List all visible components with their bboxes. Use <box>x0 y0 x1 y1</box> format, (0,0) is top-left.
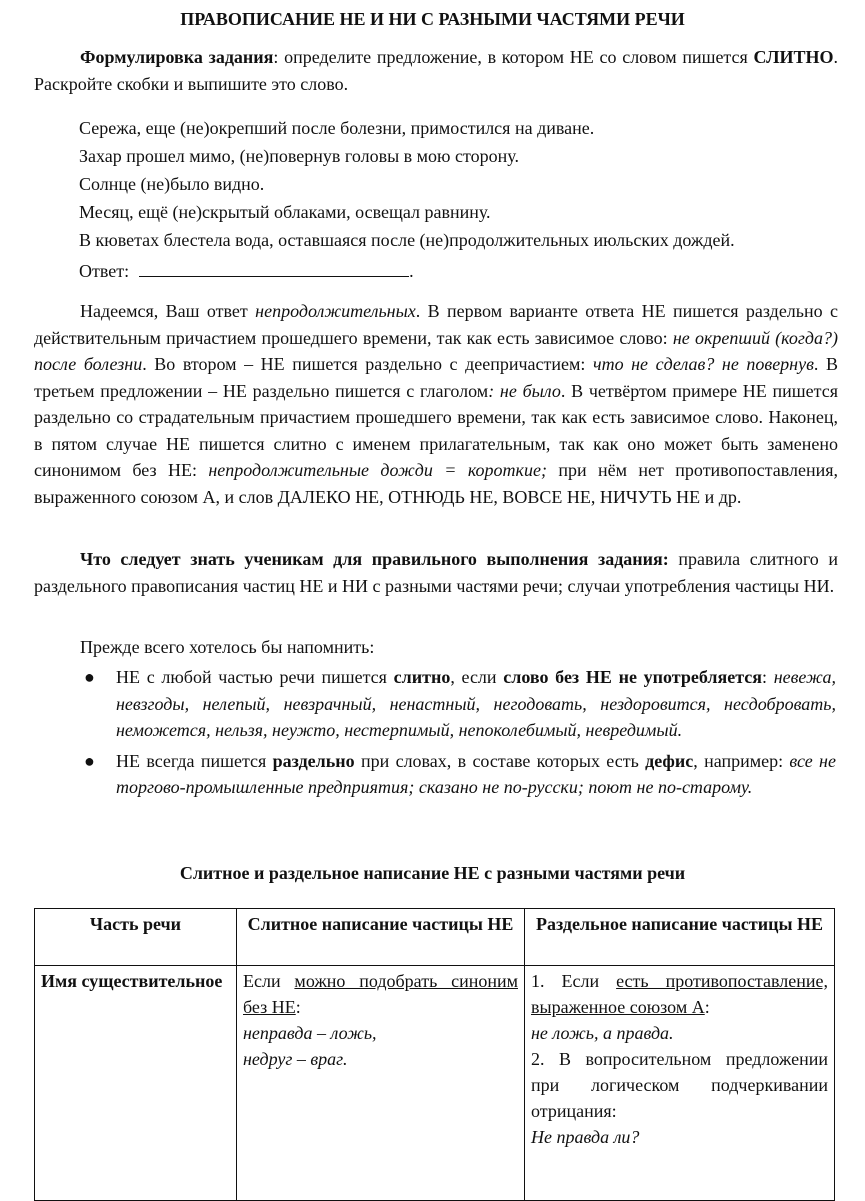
explanation-text: при нём нет противопоставления, выраженного союзом А, и слов ДАЛЕКО НЕ, ОТНЮДЬ НЕ, ВОВСЕ НЕ, НИЧУТЬ НЕ и др. <box>34 460 838 507</box>
list-item <box>80 664 836 744</box>
bullet-emphasis: раздельно <box>272 750 355 771</box>
bullet-emphasis: слитно <box>393 667 451 687</box>
rule-text: 1. Если <box>531 971 617 991</box>
explanation-text: . Во втором – НЕ пишется раздельно с деепричастием: <box>142 354 593 374</box>
explanation-example: непродолжительные дожди = короткие; <box>208 460 547 480</box>
part-of-speech-label: Имя существительное <box>41 971 223 991</box>
task-emphasis: СЛИТНО <box>753 47 834 67</box>
joined-example-2 <box>243 1046 518 1072</box>
explanation-text: . В четвёртом примере НЕ пишется раздельно со страдательным причастием прошедшего времени, так как есть зависимое слово. Наконец, в пятом случае НЕ пишется слитно с именем прилагательным, так как оно может быть заменено синонимом без НЕ: <box>34 380 838 480</box>
separate-rule-1 <box>531 968 828 1020</box>
separate-example-2 <box>531 1124 828 1150</box>
bullet-icon: ● <box>84 750 95 771</box>
rule-example: Не правда ли? <box>531 1127 640 1147</box>
option-3: Солнце (не)было видно. <box>79 174 265 194</box>
bullet-emphasis: слово без НЕ не употребляется <box>503 667 762 687</box>
answer-line <box>79 258 414 285</box>
bullet-text: при словах, в составе которых есть <box>354 750 646 771</box>
bullet-text: НЕ всегда пишется <box>116 750 273 771</box>
explanation-text: . В третьем предложении – НЕ раздельно пишется с глаголом <box>34 354 838 401</box>
option-1: Сережа, еще (не)окрепший после болезни, примостился на диване. <box>79 118 595 138</box>
cell-part-of-speech <box>35 966 237 1201</box>
task-text-a: : определите предложение, в котором НЕ со словом пишется <box>273 47 754 67</box>
header-part-of-speech: Часть речи <box>35 909 237 966</box>
table-header-row <box>35 909 835 966</box>
options-list <box>79 114 839 254</box>
rules-table <box>34 908 835 1201</box>
rule-text: Если <box>243 971 295 991</box>
bullet-emphasis: дефис <box>645 750 694 771</box>
list-item <box>80 748 836 801</box>
header-separate: Раздельное написание частицы НЕ <box>525 909 835 966</box>
joined-example-1 <box>243 1020 518 1046</box>
rule-text: : <box>295 997 301 1017</box>
cell-joined-rule <box>237 966 525 1201</box>
rule-example: неправда – ложь, <box>243 1023 377 1043</box>
answer-label: Ответ: <box>79 261 130 281</box>
header-joined: Слитное написание частицы НЕ <box>237 909 525 966</box>
explanation-paragraph <box>34 298 838 510</box>
option-5: В кюветах блестела вода, оставшаяся после (не)продолжительных июльских дождей. <box>79 230 735 250</box>
knowledge-label: Что следует знать ученикам для правильного выполнения задания: <box>80 549 669 569</box>
knowledge-text: правила слитного и раздельного правописания частиц НЕ и НИ с разными частями речи; случаи употребления частицы НИ. <box>34 549 838 596</box>
cell-separate-rule <box>525 966 835 1201</box>
option-2: Захар прошел мимо, (не)повернув головы в мою сторону. <box>79 146 519 166</box>
rules-list <box>80 664 836 805</box>
rule-condition: есть противопоставление, выраженное союзом А <box>531 971 828 1017</box>
rule-condition: можно подобрать синоним без НЕ <box>243 971 518 1017</box>
bullet-text: : <box>762 667 774 687</box>
answer-blank[interactable] <box>139 258 409 277</box>
bullet-text: НЕ с любой частью речи пишется <box>116 667 394 687</box>
reminder-text: Прежде всего хотелось бы напомнить: <box>80 637 375 657</box>
explanation-example: : не было <box>488 380 561 401</box>
bullet-icon: ● <box>84 667 95 687</box>
page-title: ПРАВОПИСАНИЕ НЕ И НИ С РАЗНЫМИ ЧАСТЯМИ РЕЧИ <box>180 9 685 29</box>
bullet-text: , например: <box>693 750 790 771</box>
bullet-examples: все не торгово-промышленные предприятия; сказано не по-русски; поют не по-старому. <box>116 750 836 797</box>
option-4: Месяц, ещё (не)скрытый облаками, освещал равнину. <box>79 202 491 222</box>
rule-example: не ложь, а правда. <box>531 1023 674 1043</box>
table-title: Слитное и раздельное написание НЕ с разными частями речи <box>179 863 686 883</box>
task-paragraph <box>34 44 838 97</box>
knowledge-paragraph <box>34 546 838 599</box>
answer-suffix: . <box>409 261 414 281</box>
task-label: Формулировка задания <box>80 47 274 67</box>
table-row <box>35 966 835 1201</box>
separate-example-1 <box>531 1020 828 1046</box>
explanation-text: Надеемся, Ваш ответ <box>80 301 256 321</box>
explanation-example: не окрепший (когда?) после болезни <box>34 327 838 374</box>
bullet-examples: невежа, невзгоды, нелепый, невзрачный, ненастный, негодовать, нездоровится, несдобровать, неможется, нельзя, неужто, нестерпимый, непоколебимый, невредимый. <box>116 667 836 740</box>
separate-rule-2: 2. В вопросительном предложении при логическом подчеркивании отрицания: <box>531 1049 828 1121</box>
explanation-answer: непродолжительных <box>255 301 416 321</box>
bullet-text: , если <box>450 667 504 687</box>
task-text-b: . Раскройте скобки и выпишите это слово. <box>34 47 838 94</box>
explanation-text: . В первом варианте ответа НЕ пишется раздельно с действительным причастием прошедшего времени, так как есть зависимое слово: <box>34 301 838 348</box>
rule-text: : <box>704 997 710 1017</box>
joined-rule-text <box>243 968 518 1020</box>
explanation-example: что не сделав? не повернув <box>592 354 814 374</box>
rule-example: недруг – враг. <box>243 1049 348 1069</box>
